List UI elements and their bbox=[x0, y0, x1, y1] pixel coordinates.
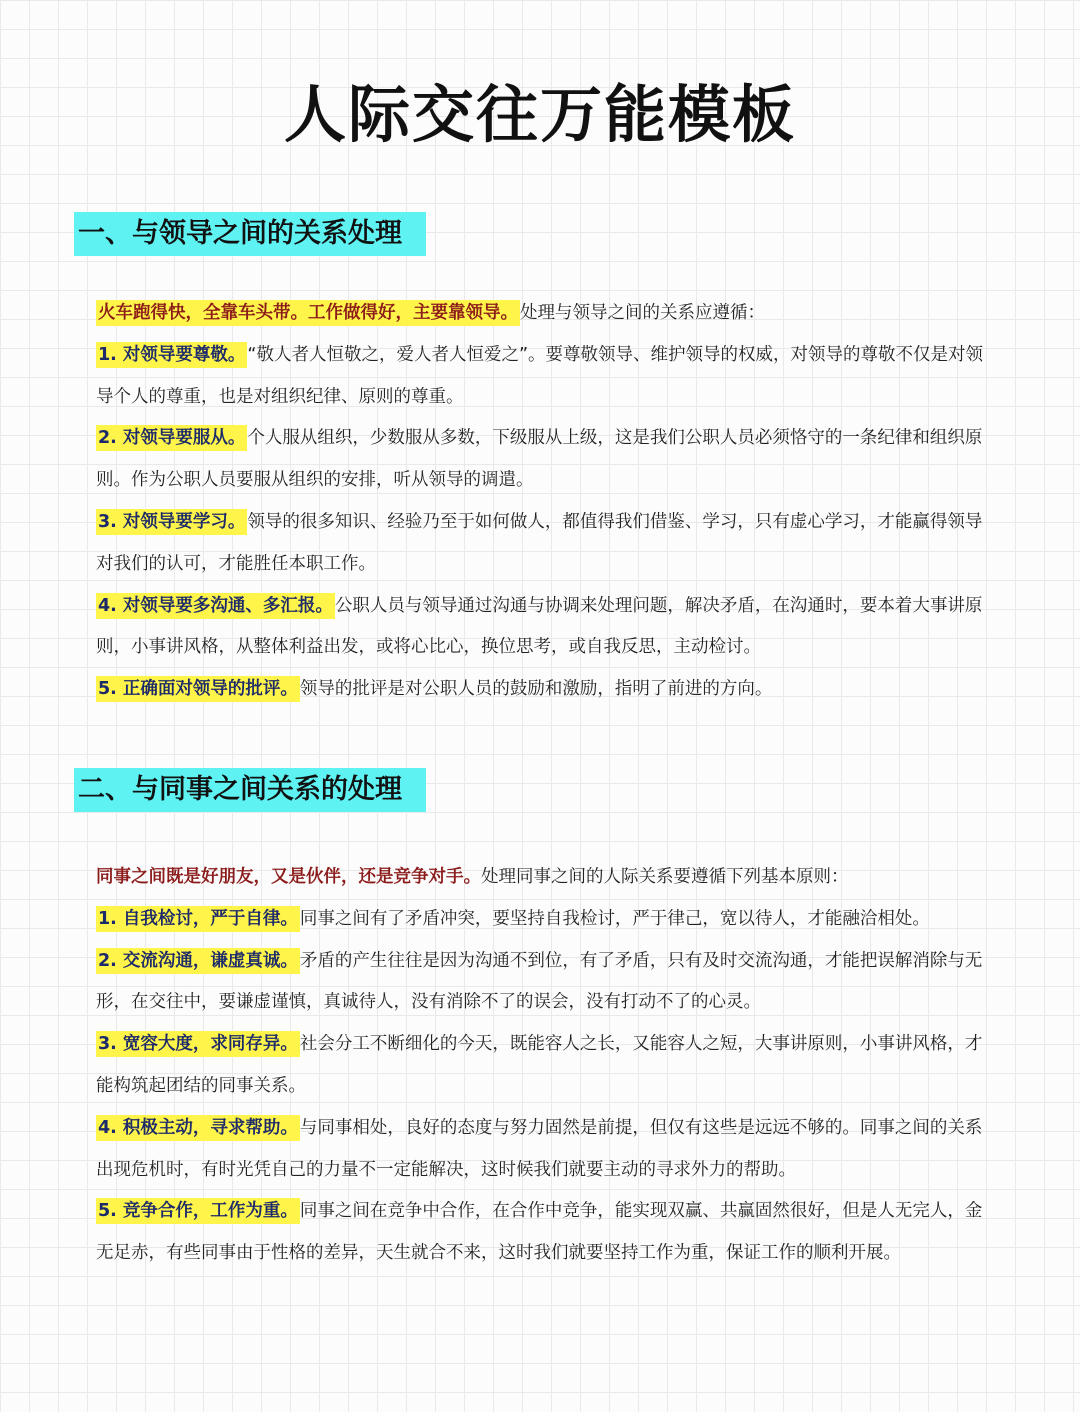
intro-highlight: 火车跑得快，全靠车头带。工作做得好，主要靠领导。 bbox=[96, 300, 520, 326]
intro-text: 处理同事之间的人际关系要遵循下列基本原则： bbox=[481, 867, 849, 887]
list-item bbox=[96, 899, 996, 941]
section-body-leader bbox=[96, 293, 996, 711]
list-item bbox=[96, 502, 996, 586]
item-text: 领导的很多知识、经验乃至于如何做人，都值得我们借鉴、学习，只有虚心学习，才能赢得领导对我们的认可，才能胜任本职工作。 bbox=[96, 511, 983, 574]
item-text: 与同事相处，良好的态度与努力固然是前提，但仅有这些是远远不够的。同事之间的关系出现危机时，有时光凭自己的力量不一定能解决，这时候我们就要主动的寻求外力的帮助。 bbox=[96, 1117, 983, 1180]
list-item bbox=[96, 418, 996, 502]
item-text: 同事之间在竞争中合作，在合作中竞争，能实现双赢、共赢固然很好，但是人无完人，金无足赤，有些同事由于性格的差异，天生就合不来，这时我们就要坚持工作为重，保证工作的顺利开展。 bbox=[96, 1201, 983, 1264]
page-title: 人际交往万能模板 bbox=[283, 78, 796, 151]
section-intro bbox=[96, 857, 996, 899]
item-text: “敬人者人恒敬之，爱人者人恒爱之”。要尊敬领导、维护领导的权威，对领导的尊敬不仅是对领导个人的尊重，也是对组织纪律、原则的尊重。 bbox=[96, 344, 984, 407]
item-text: 个人服从组织，少数服从多数，下级服从上级，这是我们公职人员必须恪守的一条纪律和组织原则。作为公职人员要服从组织的安排，听从领导的调遣。 bbox=[96, 428, 983, 491]
section-heading-colleague: 二、与同事之间关系的处理 bbox=[74, 768, 426, 812]
section-intro bbox=[96, 293, 996, 335]
list-item bbox=[96, 941, 996, 1025]
item-text: 矛盾的产生往往是因为沟通不到位，有了矛盾，只有及时交流沟通，才能把误解消除与无形，在交往中，要谦虚谨慎，真诚待人，没有消除不了的误会，没有打动不了的心灵。 bbox=[96, 950, 983, 1013]
item-label: 2. 交流沟通，谦虚真诚。 bbox=[96, 948, 300, 974]
list-item bbox=[96, 669, 996, 711]
item-label: 1. 自我检讨，严于自律。 bbox=[96, 906, 300, 932]
item-label: 3. 对领导要学习。 bbox=[96, 509, 247, 535]
intro-highlight: 同事之间既是好朋友，又是伙伴，还是竞争对手。 bbox=[96, 867, 481, 887]
item-text: 公职人员与领导通过沟通与协调来处理问题，解决矛盾，在沟通时，要本着大事讲原则，小事讲风格，从整体利益出发，或将心比心，换位思考，或自我反思，主动检讨。 bbox=[96, 595, 983, 658]
item-label: 4. 积极主动，寻求帮助。 bbox=[96, 1115, 300, 1141]
item-label: 2. 对领导要服从。 bbox=[96, 425, 247, 451]
section-body-colleague bbox=[96, 857, 996, 1275]
list-item bbox=[96, 1108, 996, 1192]
item-label: 5. 正确面对领导的批评。 bbox=[96, 676, 300, 702]
intro-text: 处理与领导之间的关系应遵循： bbox=[520, 303, 765, 323]
section-heading-leader: 一、与领导之间的关系处理 bbox=[74, 212, 426, 256]
item-label: 1. 对领导要尊敬。 bbox=[96, 342, 247, 368]
item-label: 4. 对领导要多沟通、多汇报。 bbox=[96, 593, 335, 619]
list-item bbox=[96, 1024, 996, 1108]
item-text: 领导的批评是对公职人员的鼓励和激励，指明了前进的方向。 bbox=[299, 679, 773, 700]
list-item bbox=[96, 1191, 996, 1275]
item-label: 5. 竞争合作，工作为重。 bbox=[96, 1198, 300, 1224]
item-label: 3. 宽容大度，求同存异。 bbox=[96, 1031, 300, 1057]
item-text: 同事之间有了矛盾冲突，要坚持自我检讨，严于律己，宽以待人，才能融洽相处。 bbox=[299, 908, 930, 929]
list-item bbox=[96, 586, 996, 670]
item-text: 社会分工不断细化的今天，既能容人之长，又能容人之短，大事讲原则，小事讲风格，才能构筑起团结的同事关系。 bbox=[96, 1034, 983, 1096]
list-item bbox=[96, 335, 996, 419]
